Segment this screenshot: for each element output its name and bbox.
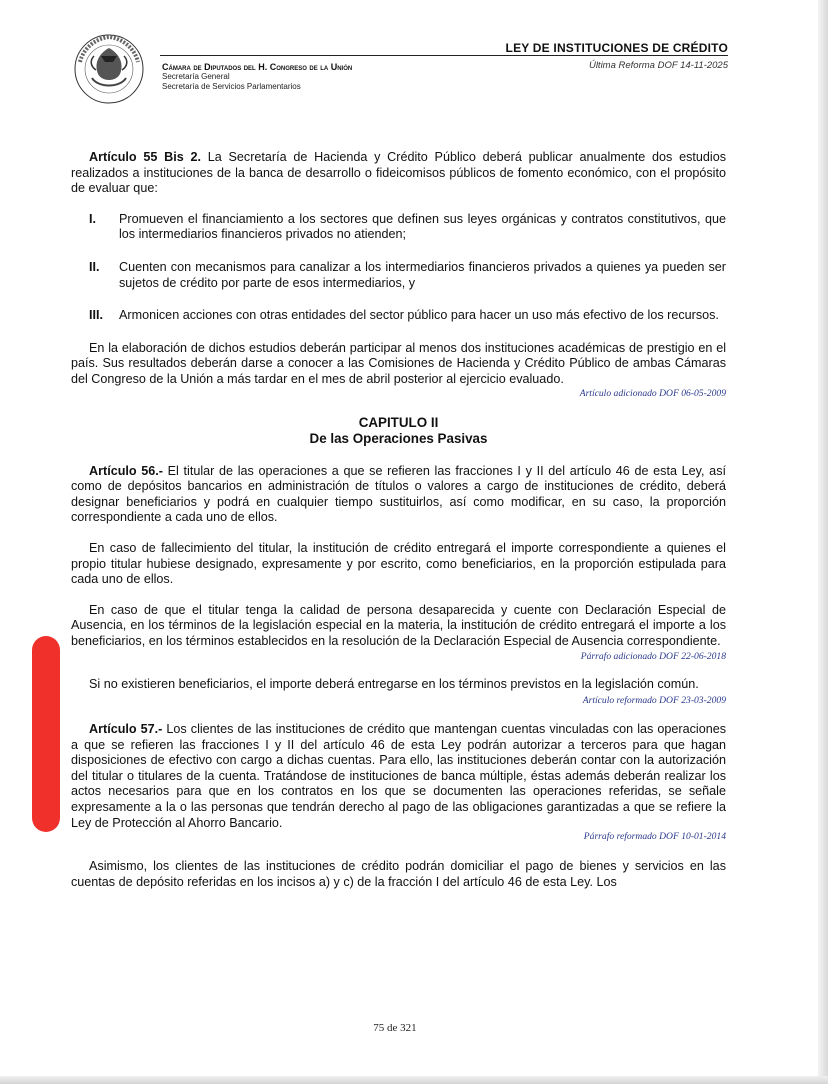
chapter-subtitle: De las Operaciones Pasivas [309,430,488,446]
chamber-name: Cámara de Diputados del H. Congreso de la Unión [162,62,353,72]
article-55-bis-2-closing: En la elaboración de dichos estudios deberán participar al menos dos instituciones académicas de prestigio en el país. Sus resultados deberán darse a conocer a las Comisiones de Hacienda y Crédito Público de ambas Cámaras del Congreso de la Unión a más tardar en el mes de abril posterior al ejercicio evaluado. [71,340,726,386]
page-number: 75 de 321 [373,1022,417,1034]
article-57-paragraph-1 [71,722,726,831]
list-item [71,260,726,291]
article-56-text: El titular de las operaciones a que se refieren las fracciones I y II del artículo 46 de esta Ley, así como de depósitos bancarios en administración de títulos o valores a cargo de instituciones de crédito, deberá designar beneficiarios y podrá en cualquier tiempo sustituirlos, así como modificar, en su caso, la proporción correspondiente a cada uno de ellos. [71,463,726,525]
article-57-paragraph-2: Asimismo, los clientes de las instituciones de crédito podrán domiciliar el pago de bienes y servicios en las cuentas de depósito referidas en los incisos a) y c) de la fracción I del artículo 46 de esta Ley. Los [71,859,726,889]
secretariat-services: Secretaría de Servicios Parlamentarios [162,82,301,91]
mexican-coat-of-arms-seal [68,32,150,106]
header-rule [160,55,728,56]
item-text: Promueven el financiamiento a los sectores que definen sus leyes orgánicas y contratos constitutivos, que los intermediarios financieros privados no atienden; [119,211,726,242]
page-bottom-shadow [0,1076,828,1084]
item-text: Cuenten con mecanismos para canalizar a los intermediarios financieros privados a quienes ya pueden ser sujetos de crédito por parte de esos intermediarios, y [119,259,726,290]
red-highlight-marker [32,636,60,832]
article-57-text: Los clientes de las instituciones de crédito que mantengan cuentas vinculadas con las operaciones a que se refieren las fracciones I y II del artículo 46 de esta Ley podrán autorizar a terceros para que hagan disposiciones de efectivo con cargo a dichas cuentas. Para ello, las instituciones deberán contar con la autorización del titular o titulares de la cuenta. Tratándose de instituciones de banca múltiple, éstas además deberán realizar los actos necesarios para que en los contratos en los que se documenten las operaciones referidas, se señale expresamente a la o las personas que tendrán derecho al pago de las obligaciones garantizadas a que se refiere la Ley de Protección al Ahorro Bancario. [71,722,727,830]
item-number: I. [89,211,96,226]
list-item [71,212,726,243]
article-56-paragraph-4: Si no existieren beneficiarios, el importe deberá entregarse en los términos previstos en la legislación común. [89,677,699,692]
article-55-bis-2-intro [71,150,726,197]
law-title: LEY DE INSTITUCIONES DE CRÉDITO [505,41,728,55]
list-item [71,308,726,324]
article-56-paragraph-1 [71,464,726,526]
chapter-title: CAPITULO II [358,414,439,430]
item-number: III. [89,308,103,323]
article-56-paragraph-2: En caso de fallecimiento del titular, la institución de crédito entregará el importe correspondiente a quienes el propio titular hubiese designado, expresamente y por escrito, como beneficiarios, en la proporción estipulada para cada uno de ellos. [71,540,726,587]
item-number: II. [89,259,100,274]
article-56-paragraph-3: En caso de que el titular tenga la calidad de persona desaparecida y cuente con Declaración Especial de Ausencia, en los términos de la legislación especial en la materia, la institución de crédito entregará el importe a los beneficiarios, en los términos establecidos en la resolución de la Declaración Especial de Ausencia correspondiente. [71,602,726,648]
last-reform-date: Última Reforma DOF 14-11-2025 [588,60,728,71]
article-57-label: Artículo 57.- [89,722,163,737]
amendment-note: Párrafo reformado DOF 10-01-2014 [583,831,726,843]
secretariat-general: Secretaría General [162,72,230,81]
document-body [71,150,726,890]
amendment-note: Artículo adicionado DOF 06-05-2009 [579,387,726,399]
item-text: Armonicen acciones con otras entidades del sector público para hacer un uso más efectivo de los recursos. [119,308,719,323]
article-55-bis-2-text: La Secretaría de Hacienda y Crédito Público deberá publicar anualmente dos estudios realizados a instituciones de la banca de desarrollo o fideicomisos públicos de fomento económico, con el propósito de evaluar que: [71,150,727,196]
amendment-note: Artículo reformado DOF 23-03-2009 [582,695,726,707]
article-55-bis-2-label: Artículo 55 Bis 2. [89,150,201,164]
page-edge-shadow [818,0,828,1084]
article-56-label: Artículo 56.- [89,463,163,478]
amendment-note: Párrafo adicionado DOF 22-06-2018 [580,651,726,663]
